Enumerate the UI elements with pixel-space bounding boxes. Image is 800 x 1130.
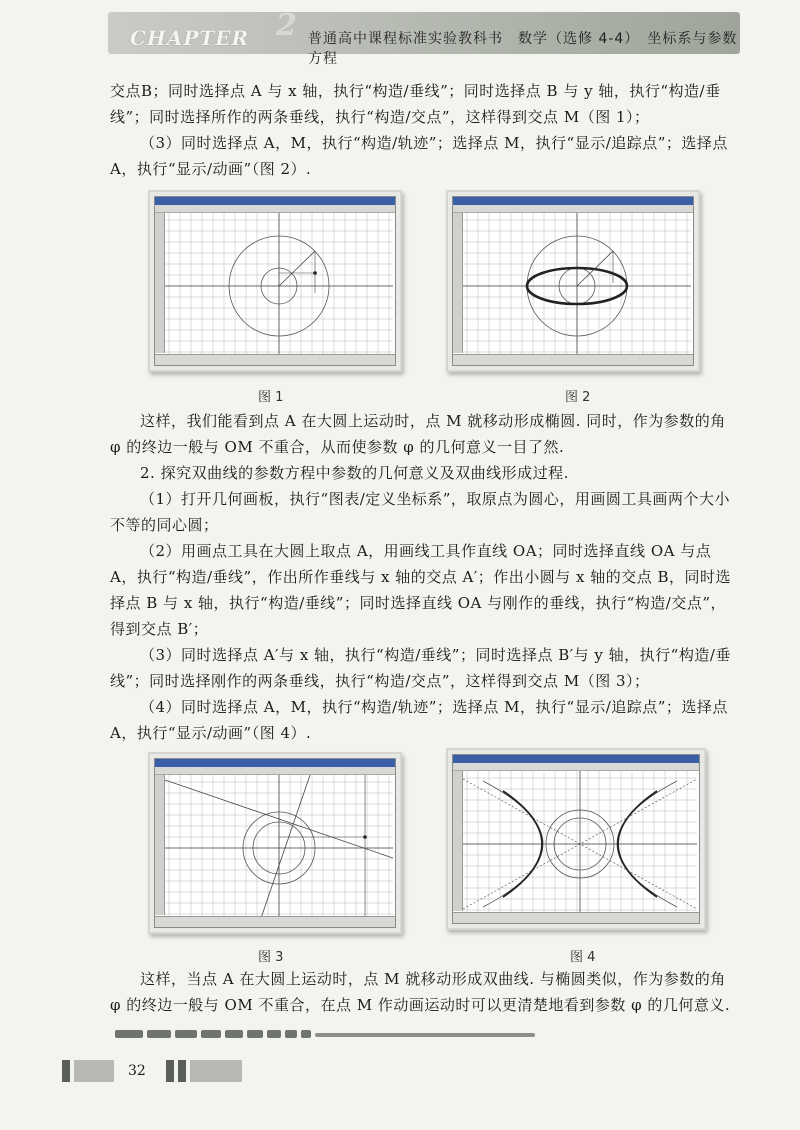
paragraph-1: 交点B；同时选择点 A 与 x 轴，执行“构造/垂线”；同时选择点 B 与 y 轴，执行“构造/垂线”；同时选择所作的两条垂线，执行“构造/交点”，这样得到交点 M（图 1）；	[110, 82, 721, 126]
window-titlebar	[155, 197, 395, 205]
status-bar	[155, 916, 395, 927]
figure-3-screenshot	[148, 752, 402, 934]
toolbox	[453, 213, 463, 353]
window-menubar	[453, 763, 699, 771]
figure-4-caption: 图 4	[570, 950, 596, 965]
page-footer	[62, 1060, 242, 1082]
window-titlebar	[155, 759, 395, 767]
decorative-bar	[115, 1030, 535, 1040]
paragraph-8: （4）同时选择点 A，M，执行“构造/轨迹”；选择点 M，执行“显示/追踪点”；选择点 A，执行“显示/动画”（图 4）.	[110, 698, 728, 742]
window-titlebar	[453, 755, 699, 763]
fig2-plot	[463, 213, 691, 359]
fig1-plot	[165, 213, 393, 359]
chapter-label: CHAPTER	[130, 26, 250, 50]
book-title: 普通高中课程标准实验教科书 数学（选修 4-4） 坐标系与参数方程	[308, 31, 738, 67]
sketch-window	[452, 196, 694, 366]
paragraph-4: 2. 探究双曲线的参数方程中参数的几何意义及双曲线形成过程.	[140, 464, 569, 482]
status-bar	[453, 912, 699, 923]
fig4-plot	[463, 771, 697, 917]
page-number: 32	[128, 1063, 146, 1079]
paragraph-5: （1）打开几何画板，执行“图表/定义坐标系”，取原点为圆心，用画圆工具画两个大小不等的同心圆；	[110, 490, 730, 534]
figure-2-caption: 图 2	[565, 390, 591, 405]
window-titlebar	[453, 197, 693, 205]
figure-3-caption: 图 3	[258, 950, 284, 965]
sketch-window	[154, 196, 396, 366]
toolbox	[155, 213, 165, 353]
window-menubar	[155, 205, 395, 213]
fig3-plot	[165, 775, 393, 921]
figure-4-screenshot	[446, 748, 706, 930]
sketch-window	[154, 758, 396, 928]
figure-1-caption: 图 1	[258, 390, 284, 405]
page-header	[108, 8, 740, 67]
paragraph-6: （2）用画点工具在大圆上取点 A，用画线工具作直线 OA；同时选择直线 OA 与点 A，执行“构造/垂线”，作出所作垂线与 x 轴的交点 A′；作出小圆与 x 轴的交点 B，同时选择点 B 与 x 轴，执行“构造/垂线”；同时选择直线 OA 与刚作的垂线，执行“构造/交点”，得到交点 B′；	[110, 542, 732, 638]
sketch-window	[452, 754, 700, 924]
paragraph-3: 这样，我们能看到点 A 在大圆上运动时，点 M 就移动形成椭圆. 同时，作为参数的角 φ 的终边一般与 OM 不重合，从而使参数 φ 的几何意义一目了然.	[110, 412, 726, 456]
status-bar	[453, 354, 693, 365]
paragraph-9: 这样，当点 A 在大圆上运动时，点 M 就移动形成双曲线. 与椭圆类似，作为参数的角 φ 的终边一般与 OM 不重合，在点 M 作动画运动时可以更清楚地看到参数 φ 的几何意义.	[110, 970, 731, 1014]
window-menubar	[155, 767, 395, 775]
paragraph-7: （3）同时选择点 A′与 x 轴，执行“构造/垂线”；同时选择点 B′与 y 轴，执行“构造/垂线”；同时选择刚作的两条垂线，执行“构造/交点”，这样得到交点 M（图 3）；	[110, 646, 731, 690]
chapter-number: 2	[276, 8, 297, 43]
toolbox	[155, 775, 165, 915]
status-bar	[155, 354, 395, 365]
figure-2-screenshot	[446, 190, 700, 372]
toolbox	[453, 771, 463, 911]
paragraph-2: （3）同时选择点 A，M，执行“构造/轨迹”；选择点 M，执行“显示/追踪点”；选择点 A，执行“显示/动画”（图 2）.	[110, 134, 728, 178]
window-menubar	[453, 205, 693, 213]
figure-1-screenshot	[148, 190, 402, 372]
